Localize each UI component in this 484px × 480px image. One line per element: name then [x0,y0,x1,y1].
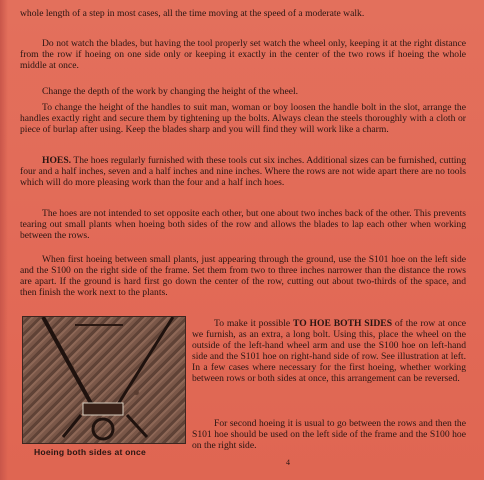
paragraph-offset [20,208,466,241]
section-heading-hoes: HOES. [42,155,72,166]
hoe-tool-illustration [23,317,185,443]
paragraph-first-hoeing [20,254,466,298]
paragraph-text: The hoes are not intended to set opposite each other, but one about two inches back of the other. This prevents tearing out small plants when hoeing both sides of the row and allows the blades to lap each other when working between the rows. [20,208,466,241]
paragraph-text: The hoes regularly furnished with these tools cut six inches. Additional sizes can be furnished, cutting four and a half inches, seven and a half inches and nine inches. Where the rows are not wide apart there are no tools which will do more pleasing work than the four and a half inch hoes. [20,155,466,188]
illustration-photo [22,316,186,444]
paragraph-text: To change the height of the handles to suit man, woman or boy loosen the handle bolt in the slot, arrange the handles exactly right and secure them by tightening up the bolts. Always clean the steels thoroughly with a cloth or piece of burlap after using. Keep the blades sharp and you will find they will work like a charm. [20,102,466,135]
paragraph-watch-wheel [20,38,466,71]
paragraph-text: When first hoeing between small plants, just appearing through the ground, use the S101 hoe on the left side and the S100 on the right side of the frame. Set them from two to three inches narrower than the distance the rows are apart. If the ground is hard first go down the center of the row, cutting out about two-thirds of the space, and then finish the work next to the plants. [20,254,466,298]
illustration-caption: Hoeing both sides at once [34,447,146,457]
paragraph-depth [20,86,466,97]
paragraph-text: To make it possible [214,318,293,329]
paragraph-second-hoeing [192,418,466,451]
heading-hoe-both-sides: TO HOE BOTH SIDES [292,318,393,329]
paragraph-handles [20,102,466,135]
paragraph-hoes [20,155,466,188]
paragraph-both-sides [192,318,466,384]
page-number: 4 [286,458,290,467]
paragraph-text: whole length of a step in most cases, all the time moving at the speed of a moderate walk. [20,8,365,19]
paragraph-text: For second hoeing it is usual to go between the rows and then the S101 hoe should be used on the left side of the frame and the S100 hoe on the right side. [192,418,466,451]
page-edge-shadow [0,0,8,480]
paragraph-speed [20,8,466,19]
paragraph-text: Do not watch the blades, but having the tool properly set watch the wheel only, keeping it at the right distance from the row if hoeing on one side only or keeping it exactly in the center of the two rows if hoeing the whole middle at once. [20,38,466,71]
paragraph-text: Change the depth of the work by changing the height of the wheel. [42,86,299,97]
paragraph-text: of the row at once we furnish, as an extra, a long bolt. Using this, place the wheel on the outside of the left-hand wheel arm and use the S100 hoe on left-hand side and the S101 hoe on right-hand side of row. See illustration at left. In a few cases where necessary for the first hoeing, whether working between rows or both sides at once, this arrangement can be reversed. [192,318,466,384]
